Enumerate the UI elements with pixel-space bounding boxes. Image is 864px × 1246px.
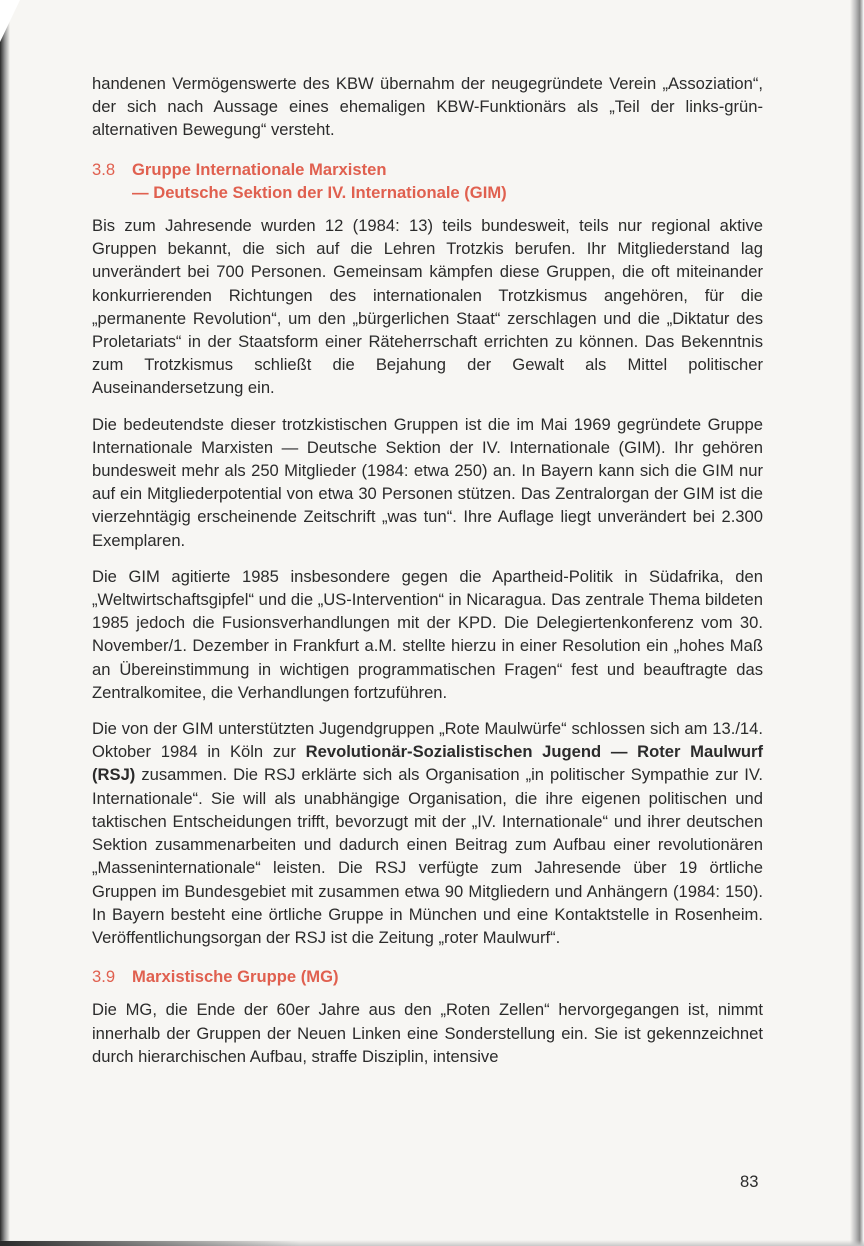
page-number: 83 — [740, 1172, 759, 1191]
paragraph-gim-gruendung: Die bedeutendste dieser trotzkistischen Gruppen ist die im Mai 1969 gegründete Gruppe Internationale Marxisten — Deutsche Sektion der IV. Internationale (GIM). Ihr gehören bundesweit mehr als 250 Mitglieder (1984: etwa 250) an. In Bayern kann sich die GIM nur auf ein Mitgliederpotential von etwa 30 Personen stützen. Das Zentralorgan der GIM ist die vierzehntägig erscheinende Zeitschrift „was tun“. Ihre Auflage liegt unverändert bei 2.300 Exemplaren. — [92, 414, 763, 550]
section-title: Gruppe Internationale Marxisten — [132, 159, 387, 179]
paragraph-trotzkisten: Bis zum Jahresende wurden 12 (1984: 13) teils bundesweit, teils nur regional aktive Gruppen bekannt, die sich auf die Lehren Trotzkis berufen. Ihr Mitgliederstand lag unverändert bei 700 Personen. Gemeinsam kämpfen diese Gruppen, die oft miteinander konkurrierenden Richtungen des internationalen Trotzkismus angehören, für die „permanente Revolution“, um den „bürgerlichen Staat“ zerschlagen und die „Diktatur des Proletariats“ in der Staatsform einer Räteherrschaft errichten zu können. Das Bekenntnis zum Trotzkismus schließt die Bejahung der Gewalt als Mittel politischer Auseinandersetzung ein. — [92, 216, 763, 398]
paragraph-gim-agitation: Die GIM agitierte 1985 insbesondere gegen die Apartheid-Politik in Südafrika, den „Weltwirtschaftsgipfel“ und die „US-Intervention“ in Nicaragua. Das zentrale Thema bildeten 1985 jedoch die Fusionsverhandlungen mit der KPD. Die Delegiertenkonferenz vom 30. November/1. Dezember in Frankfurt a.M. stellte hierzu in einer Resolution ein „hohes Maß an Übereinstimmung in wichtigen programmatischen Fragen“ fest und beauftragte das Zentralkomitee, die Verhandlungen fortzuführen. — [92, 566, 763, 702]
section-number: 3.8 — [92, 159, 116, 179]
paragraph-rsj-text-start: Die von der GIM unterstützten Jugendgruppen „Rote Maulwürfe“ schlossen sich am 13./14. Oktober 1984 in Köln zur — [92, 719, 763, 762]
paragraph-mg: Die MG, die Ende der 60er Jahre aus den „Roten Zellen“ hervorgegangen ist, nimmt innerhalb der Gruppen der Neuen Linken eine Sonderstellung ein. Sie ist gekennzeichnet durch hierarchischen Aufbau, straffe Disziplin, intensive — [92, 1000, 763, 1066]
paragraph-rsj — [92, 717, 763, 949]
section-title: Marxistische Gruppe (MG) — [132, 967, 339, 987]
section-heading-3-8 — [92, 158, 763, 204]
section-number: 3.9 — [92, 967, 116, 987]
section-subtitle: — Deutsche Sektion der IV. Internationale (GIM) — [132, 182, 507, 202]
page-corner — [0, 0, 20, 42]
intro-paragraph: handenen Vermögenswerte des KBW übernahm der neugegründete Verein „Assoziation“, der sich nach Aussage eines ehemaligen KBW-Funktionärs als „Teil der links-grün-alternativen Bewegung“ versteht. — [92, 74, 763, 140]
page-bottom-shadow — [0, 1241, 300, 1246]
page-right-edge — [850, 0, 864, 1246]
section-heading-3-9 — [92, 965, 763, 988]
paragraph-rsj-bold-term: Revolutionär-Sozialistischen Jugend — Roter Maulwurf (RSJ) — [92, 742, 763, 785]
book-spine-shadow — [0, 0, 10, 1246]
page-body — [92, 72, 763, 1081]
paragraph-rsj-text-end: zusammen. Die RSJ erklärte sich als Organisation „in politischer Sympathie zur IV. Internationale“. Sie will als unabhängige Organisation, die ihre eigenen politischen und taktischen Entscheidungen trifft, bevorzugt mit der „IV. Internationale“ und ihrer deutschen Sektion zusammenarbeiten und dadurch einen Beitrag zum Aufbau einer revolutionären „Masseninternationale“ leisten. Die RSJ verfügte zum Jahresende über 19 örtliche Gruppen im Bundesgebiet mit zusammen etwa 90 Mitgliedern und Anhängern (1984: 150). In Bayern besteht eine örtliche Gruppe in München und eine Kontaktstelle in Rosenheim. Veröffentlichungsorgan der RSJ ist die Zeitung „roter Maulwurf“. — [92, 765, 763, 947]
